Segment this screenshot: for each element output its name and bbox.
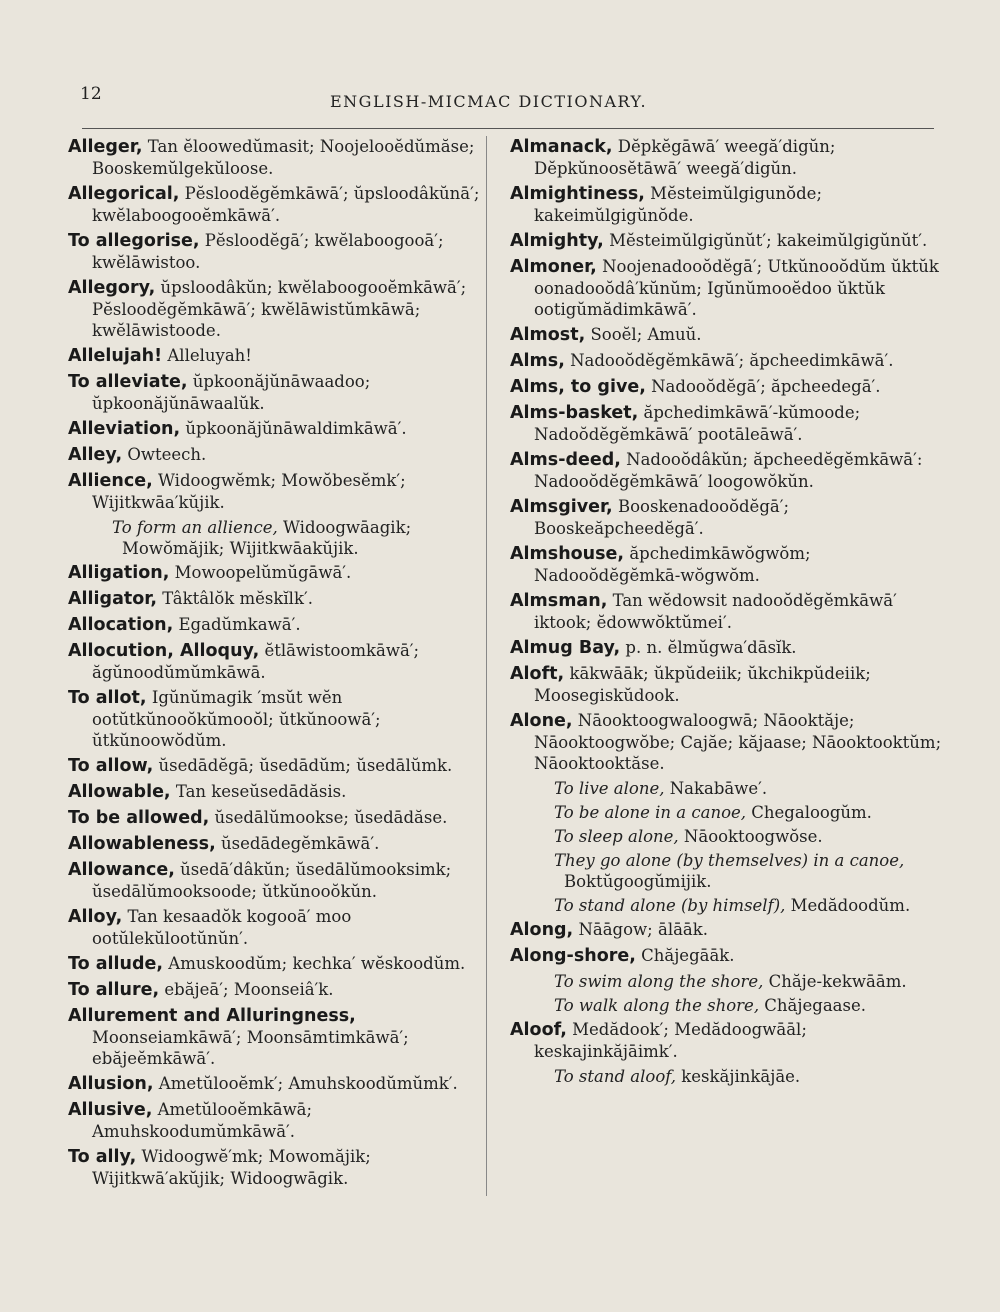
entry-definition: ăpchedimkāwā′-kŭmoode; Nadoŏdĕgĕmkāwā′ pootāleāwā′. [534, 403, 861, 444]
entry-headword: Alms-basket, [510, 403, 639, 423]
entry-definition: Widoogwĕmk; Mowŏbesĕmk′; Wijitkwāa′kŭjik. [92, 471, 406, 512]
entry-headword: Alone, [510, 711, 573, 731]
entry-phrase [62, 517, 480, 559]
entry-headword: To alleviate, [68, 372, 188, 392]
dictionary-entry [62, 807, 480, 829]
entry-headword: Allusive, [68, 1100, 153, 1120]
entry-headword: Allurement and Alluringness, [68, 1006, 356, 1026]
dictionary-entry [62, 687, 480, 751]
entry-definition: Tan ĕloowedŭmasit; Noojelooĕdŭmăse; Booskemŭlgekŭloose. [92, 137, 475, 178]
phrase-micmac: Medădoodŭm. [785, 896, 911, 915]
entry-definition: Noojenadooŏdĕgā′; Utkŭnooŏdŭm ŭktŭk oonadooŏdâ′kŭnŭm; Igŭnŭmooĕdoo ŭktŭk ootigŭmădimkāwā′. [534, 257, 939, 319]
phrase-micmac: Boktŭgoogŭmijik. [564, 872, 712, 891]
entry-definition: Nadooŏdĕgā′; ăpcheedegā′. [645, 377, 881, 396]
dictionary-entry [504, 663, 944, 706]
entry-definition: Ametŭlooĕmk′; Amuhskoodŭmŭmk′. [153, 1074, 458, 1093]
entry-headword: Almsman, [510, 591, 608, 611]
entry-definition: ŭpsloodâkŭn; kwĕlaboogooĕmkāwā′; Pĕsloodĕgĕmkāwā′; kwĕlāwistŭmkāwā; kwĕlāwistoode. [92, 278, 467, 340]
entry-phrase [504, 778, 944, 799]
entry-definition: ŭsedā′dâkŭn; ŭsedālŭmooksimk; ŭsedālŭmooksoode; ŭtkŭnooŏkŭn. [92, 860, 452, 901]
entry-headword: Aloft, [510, 664, 565, 684]
entry-headword: Aloof, [510, 1020, 567, 1040]
entry-definition: Nadooŏdâkŭn; ăpcheedĕgĕmkāwā′: Nadooŏdĕgĕmkāwā′ loogowŏkŭn. [534, 450, 923, 491]
dictionary-entry [504, 637, 944, 659]
entry-definition: Chăjegāāk. [635, 946, 735, 965]
entry-headword: Almug Bay, [510, 638, 621, 658]
entry-headword: Almanack, [510, 137, 613, 157]
dictionary-entry [62, 833, 480, 855]
dictionary-entry [62, 640, 480, 683]
dictionary-entry [504, 543, 944, 586]
entry-headword: Alms, [510, 351, 565, 371]
phrase-english: To live alone, [554, 779, 665, 798]
dictionary-entry [504, 402, 944, 445]
entry-definition: ŭpkoonăjŭnāwaadoo; ŭpkoonăjŭnāwaalŭk. [92, 372, 371, 413]
dictionary-entry [62, 470, 480, 513]
dictionary-entry [62, 183, 480, 226]
phrase-micmac: Nakabāwe′. [664, 779, 768, 798]
entry-phrase [504, 995, 944, 1016]
entry-definition: Pĕsloodĕgĕmkāwā′; ŭpsloodâkŭnā′; kwĕlaboogooĕmkāwā′. [92, 184, 480, 225]
phrase-english: To sleep alone, [554, 827, 679, 846]
entry-phrase [504, 826, 944, 847]
right-column [504, 136, 944, 1090]
entry-definition: ŭpkoonăjŭnāwaldimkāwā′. [180, 419, 407, 438]
entry-definition: Widoogwĕ′mk; Mowomăjik; Wijitkwā′akŭjik; Widoogwāgik. [92, 1147, 371, 1188]
dictionary-entry [504, 496, 944, 539]
dictionary-entry [62, 277, 480, 341]
entry-headword: Along-shore, [510, 946, 636, 966]
phrase-micmac: Chăjegaase. [759, 996, 866, 1015]
entry-headword: Allocation, [68, 615, 174, 635]
entry-definition: Egadŭmkawā′. [173, 615, 301, 634]
entry-headword: Allience, [68, 471, 153, 491]
entry-headword: Allowance, [68, 860, 175, 880]
entry-definition: Amuskoodŭm; kechka′ wĕskoodŭm. [163, 954, 466, 973]
entry-phrase [504, 895, 944, 916]
entry-headword: To ally, [68, 1147, 137, 1167]
entry-headword: Almighty, [510, 231, 604, 251]
page-number: 12 [80, 84, 102, 104]
dictionary-entry [504, 230, 944, 252]
dictionary-entry [504, 449, 944, 492]
entry-headword: Allocution, Alloquy, [68, 641, 260, 661]
dictionary-entry [62, 1146, 480, 1189]
entry-headword: Alligator, [68, 589, 157, 609]
dictionary-entry [62, 371, 480, 414]
phrase-micmac: Nāooktoogwŏse. [678, 827, 823, 846]
entry-headword: Allusion, [68, 1074, 154, 1094]
entry-headword: Almsgiver, [510, 497, 613, 517]
entry-headword: Alms-deed, [510, 450, 621, 470]
entry-headword: Allelujah! [68, 346, 163, 366]
dictionary-entry [62, 755, 480, 777]
entry-headword: Alligation, [68, 563, 170, 583]
entry-definition: Alleluyah! [162, 346, 252, 365]
dictionary-entry [504, 350, 944, 372]
entry-headword: To allude, [68, 954, 164, 974]
entry-definition: ŭsedādegĕmkāwā′. [215, 834, 380, 853]
entry-definition: Tan kesaadŏk kogooā′ moo ootŭlekŭlootŭnŭn′. [92, 907, 352, 948]
entry-headword: Almost, [510, 325, 586, 345]
dictionary-entry [62, 562, 480, 584]
dictionary-entry [504, 324, 944, 346]
entry-definition: p. n. ĕlmŭgwa′dāsĭk. [620, 638, 797, 657]
entry-definition: Sooĕl; Amuŭ. [585, 325, 702, 344]
entry-headword: Allegory, [68, 278, 156, 298]
entry-headword: Along, [510, 920, 574, 940]
dictionary-entry [62, 345, 480, 367]
entry-headword: To allot, [68, 688, 147, 708]
entry-definition: Nāooktoogwaloogwā; Nāooktăje; Nāooktoogwŏbe; Cajăe; kăjaase; Nāooktooktŭm; Nāooktooktăse. [534, 711, 942, 773]
entry-headword: Alms, to give, [510, 377, 646, 397]
dictionary-entry [62, 614, 480, 636]
entry-headword: Allowableness, [68, 834, 216, 854]
phrase-micmac: Chăje-kekwāām. [763, 972, 907, 991]
entry-definition: kākwāāk; ŭkpŭdeiik; ŭkchikpŭdeiik; Moosegiskŭdook. [534, 664, 871, 705]
phrase-micmac: Chegaloogŭm. [746, 803, 872, 822]
phrase-english: To form an allience, [112, 518, 278, 537]
dictionary-entry [62, 979, 480, 1001]
left-column [62, 136, 480, 1193]
entry-definition: Mĕsteimŭlgigŭnŭt′; kakeimŭlgigŭnŭt′. [603, 231, 928, 250]
dictionary-entry [504, 376, 944, 398]
dictionary-entry [62, 136, 480, 179]
entry-definition: Ametŭlooĕmkāwā; Amuhskoodumŭmkāwā′. [92, 1100, 313, 1141]
entry-definition: Tan wĕdowsit nadooŏdĕgĕmkāwā′ iktook; ĕdowwŏktŭmei′. [534, 591, 897, 632]
entry-headword: Alleger, [68, 137, 143, 157]
dictionary-entry [62, 1073, 480, 1095]
entry-definition: Mĕsteimŭlgigunŏde; kakeimŭlgigŭnŏde. [534, 184, 823, 225]
entry-definition: Moonseiamkāwā′; Moonsāmtimkāwā′; ebăjeĕmkāwā′. [92, 1028, 409, 1068]
entry-definition: ŭsedālŭmookse; ŭsedādăse. [209, 808, 448, 827]
entry-headword: Alleviation, [68, 419, 181, 439]
entry-headword: Alley, [68, 445, 123, 465]
entry-definition: ŭsedādĕgā; ŭsedādŭm; ŭsedālŭmk. [153, 756, 453, 775]
entry-definition: Mowoopelŭmŭgāwā′. [169, 563, 352, 582]
entry-headword: Allegorical, [68, 184, 180, 204]
dictionary-entry [62, 588, 480, 610]
column-divider [486, 136, 487, 1196]
dictionary-entry [504, 710, 944, 774]
entry-headword: Almoner, [510, 257, 597, 277]
entry-definition: Nāāgow; ālāāk. [573, 920, 709, 939]
entry-headword: To be allowed, [68, 808, 210, 828]
phrase-english: To stand aloof, [554, 1067, 677, 1086]
phrase-english: To stand alone (by himself), [554, 896, 786, 915]
entry-definition: Nadooŏdĕgĕmkāwā′; ăpcheedimkāwā′. [564, 351, 894, 370]
dictionary-entry [62, 1099, 480, 1142]
entry-headword: To allow, [68, 756, 154, 776]
entry-phrase [504, 802, 944, 823]
entry-definition: Pĕsloodĕgā′; kwĕlaboogooā′; kwĕlāwistoo. [92, 231, 444, 272]
dictionary-entry [504, 1019, 944, 1062]
entry-definition: Medădook′; Medădoogwāāl; keskajinkăjāimk′. [534, 1020, 807, 1061]
dictionary-entry [504, 919, 944, 941]
dictionary-entry [504, 256, 944, 320]
dictionary-entry [504, 183, 944, 226]
entry-definition: Tan keseŭsedādăsis. [170, 782, 347, 801]
entry-definition: Booskenadooŏdĕgā′; Booskeăpcheedĕgā′. [534, 497, 790, 538]
entry-definition: Dĕpkĕgāwā′ weegă′digŭn; Dĕpkŭnoosĕtāwā′ weegă′digŭn. [534, 137, 836, 178]
phrase-english: To walk along the shore, [554, 996, 760, 1015]
dictionary-entry [62, 859, 480, 902]
dictionary-entry [504, 590, 944, 633]
dictionary-entry [504, 945, 944, 967]
entry-phrase [504, 971, 944, 992]
entry-definition: ăpchedimkāwŏgwŏm; Nadooŏdĕgĕmkā-wŏgwŏm. [534, 544, 811, 585]
phrase-micmac: Widoogwāagik; Mowŏmăjik; Wijitkwāakŭjik. [122, 518, 412, 558]
dictionary-entry [62, 781, 480, 803]
phrase-english: To swim along the shore, [554, 972, 764, 991]
header-rule [82, 128, 934, 129]
entry-headword: Allowable, [68, 782, 171, 802]
entry-definition: Igŭnŭmagik ′msŭt wĕn ootŭtkŭnooŏkŭmooŏl; ŭtkŭnoowā′; ŭtkŭnoowŏdŭm. [92, 688, 381, 750]
dictionary-entry [62, 418, 480, 440]
dictionary-entry [62, 906, 480, 949]
entry-headword: Alloy, [68, 907, 123, 927]
entry-definition: ĕtlāwistoomkāwā′; ăgŭnoodŭmŭmkāwā. [92, 641, 420, 682]
entry-headword: Almightiness, [510, 184, 645, 204]
dictionary-entry [62, 230, 480, 273]
dictionary-entry [62, 1005, 480, 1069]
entry-headword: Almshouse, [510, 544, 625, 564]
dictionary-entry [504, 136, 944, 179]
entry-headword: To allegorise, [68, 231, 200, 251]
dictionary-entry [62, 444, 480, 466]
entry-phrase [504, 850, 944, 892]
entry-definition: Tâktâlŏk mĕskĭlk′. [156, 589, 313, 608]
phrase-micmac: keskăjinkājāe. [676, 1067, 801, 1086]
entry-definition: ebăjeā′; Moonseiâ′k. [159, 980, 334, 999]
phrase-english: To be alone in a canoe, [554, 803, 747, 822]
entry-headword: To allure, [68, 980, 160, 1000]
dictionary-entry [62, 953, 480, 975]
entry-phrase [504, 1066, 944, 1087]
entry-definition: Owteech. [122, 445, 207, 464]
phrase-english: They go alone (by themselves) in a canoe, [554, 851, 905, 870]
running-title: ENGLISH-MICMAC DICTIONARY. [330, 92, 648, 111]
